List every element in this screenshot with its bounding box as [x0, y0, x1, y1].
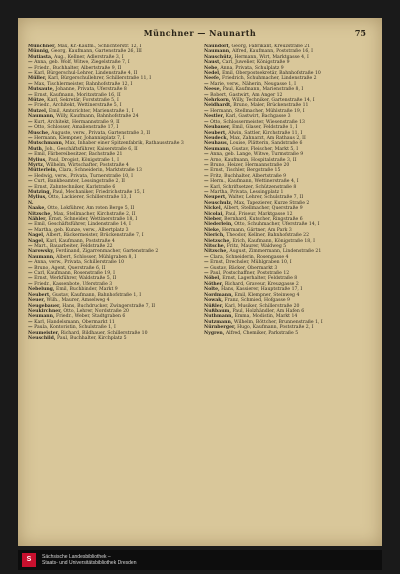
footer-line-2: Staats- und Universitätsbibliothek Dresden — [42, 560, 137, 566]
entry-details: Bruno, Maler, Brückenstraße 11 — [233, 103, 309, 109]
entry-name: Nickel, — [204, 206, 223, 212]
entry-details: Friedr., Buchhalter, Albertstraße 9, II — [34, 65, 122, 71]
entry-details: Hermann, Gärtner, Am Park 3 — [222, 227, 292, 233]
entry-name: — — [204, 162, 209, 168]
entry-details: Ernst, Tischler, Bergstraße 15 — [210, 168, 281, 174]
entry-details: Bruno, Heizer, Hermannstraße 20 — [210, 162, 290, 168]
entry-name: — — [204, 189, 209, 195]
directory-page — [18, 18, 382, 546]
entry-columns — [28, 44, 372, 538]
entry-name: Naumann, — [28, 114, 55, 120]
entry-name: Neudeck, — [204, 135, 229, 141]
entry-details: Bernhard, Kutscher, Ringstraße 6 — [224, 217, 303, 222]
entry-details: Martha, Privata, Lessingplatz 1 — [210, 189, 284, 195]
entry-name: — — [204, 184, 209, 190]
entry-details: Hermann, Wirt, Marktgasse 4, I — [234, 54, 309, 60]
entry-name: Neidhardt, — [204, 103, 232, 109]
entry-name: Naundorf, — [204, 44, 231, 49]
entry-name: Neugebauer, — [28, 303, 61, 309]
entry-details: Willy, Kaufmann, Bahnhofstraße 24 — [56, 114, 139, 120]
entry-name: Nußbaum, — [204, 308, 232, 314]
entry-details: Erich, Kaufmann, Königstraße 18, I — [232, 238, 315, 244]
entry-name: Mutiasta, — [28, 54, 53, 60]
entry-name: Nutzmann, — [204, 319, 233, 325]
entry-name: — — [204, 271, 209, 277]
entry-details: Martha, geb. Kunze, verw., Albertplatz 3 — [34, 227, 129, 233]
entry-name: — — [204, 108, 209, 114]
entry-name: — — [28, 119, 33, 125]
entry-details: Karl, Kaufmann, Poststraße 4 — [46, 238, 115, 244]
entry-name: Narowsky, — [28, 249, 55, 255]
page-header — [18, 28, 382, 42]
entry-details: Max, Kr.-Kaufm., Schlichterstr. 12, I — [57, 44, 142, 49]
entry-name: Neuhaus, — [204, 141, 229, 147]
entry-name: Neukirchner, — [28, 308, 62, 314]
entry-details: Emil, Amtsrichter, Marienstraße 1, I — [48, 108, 134, 114]
entry-name: Neese, — [204, 87, 222, 93]
entry-name: Nitzsche, — [204, 249, 228, 255]
entry-details: Richard, Bildhauer, Schillerstraße 10 — [60, 330, 148, 336]
entry-details: Arno, Kaufmann, Hospitalstraße 3, II — [210, 157, 297, 163]
entry-name: Neubert, — [204, 130, 227, 136]
entry-details: Wilhelm, Wirtschafter, Poststraße 4 — [45, 162, 129, 168]
entry-name: Münnig, — [28, 49, 50, 55]
entry-details: Albert, Stellmacher, Querstraße 9 — [223, 206, 303, 212]
entry-details: Max, Tischlermeister, Bahnhofstraße 12, I — [34, 81, 133, 87]
entry-name: — — [28, 135, 33, 141]
entry-name: Mutzing, — [28, 189, 52, 195]
entry-details: Hermann, Stellmacher, Mühlstraße 19, I — [210, 108, 305, 114]
entry-name: Mütze, — [28, 98, 46, 104]
entry-details: Albert, Bäckermeister, Brückenstraße 7, I — [46, 233, 144, 239]
entry-name: Müller, — [28, 76, 47, 82]
entry-details: Max, Stellmacher, Kirchstraße 2, II — [53, 211, 136, 217]
entry-name: Nöbel, — [204, 276, 221, 282]
entry-name: Nehrkorn, — [204, 98, 231, 104]
entry-details: Willy, Techniker, Gartenstraße 14, I — [231, 98, 315, 104]
entry-name: — — [28, 184, 33, 190]
entry-name: N. — [28, 200, 34, 206]
entry-details: Ernst, Drechsler, Mühlgraben 10, I — [210, 260, 292, 266]
entry-name: — — [204, 81, 209, 87]
entry-details: Ernst, Werkführer, Waldstraße 5, II — [34, 276, 117, 282]
entry-name: — — [28, 65, 33, 71]
entry-name: — — [28, 325, 33, 331]
entry-name: — — [28, 227, 33, 233]
entry-details: Robert, Gastwirt, Am Anger 12 — [210, 92, 283, 98]
entry-name: — — [28, 103, 33, 109]
entry-details: Paul, Holzhändler, Am Hafen 6 — [232, 308, 305, 314]
entry-details: Ernst, Kaufmann, Moritzstraße 16, II — [34, 92, 121, 98]
entry-name: Nieber, — [204, 217, 223, 222]
entry-details: Emil, Geschäftsführer, Lindenstraße 14, I — [34, 222, 131, 228]
entry-details: Georg, Kaufmann, Gartenstraße 26, III — [51, 49, 142, 55]
directory-entry — [204, 331, 372, 336]
entry-details: Clara, Schneiderin, Marktstraße 13 — [58, 168, 142, 174]
entry-details: Otto, Lackierer, Schillerstraße 13, I — [48, 195, 132, 201]
entry-details: Anna, verw., Privata, Schillerstraße 10 — [34, 260, 125, 266]
entry-name: Nagel, — [28, 238, 45, 244]
footer-bar — [18, 550, 382, 570]
entry-details: Karl, Handelsmann, Obermarkt 11 — [34, 319, 115, 325]
entry-name: Naumann, — [28, 254, 55, 260]
entry-details: Otto, Lokführer, Am roten Berge 5, II — [47, 206, 135, 212]
entry-name: Nüßler, — [204, 303, 224, 309]
entry-name: Neuschild, — [28, 335, 56, 341]
entry-details: Paul, Mechaniker, Friedrichstraße 15, I — [52, 189, 145, 195]
entry-details: Albert, Schlosser, Mühlgraben 8, I — [56, 254, 137, 260]
entry-name: — — [204, 157, 209, 163]
entry-name: Nieke, — [204, 227, 221, 233]
entry-details: Karl, Schriftsetzer, Schützenstraße 8 — [210, 184, 297, 190]
entry-details: Karl, Musiker, Schillerstraße 20 — [224, 303, 300, 309]
entry-details: Louise, Plätterin, Sandstraße 6 — [229, 141, 303, 147]
entry-name: — — [28, 152, 33, 158]
entry-details: Gustav, Bäcker, Obermarkt 3 — [210, 265, 278, 271]
entry-name: — — [28, 222, 33, 228]
entry-details: Alwin, Sattler, Kirchstraße 11, I — [228, 130, 303, 136]
entry-details: Paul, Friseur, Marktgasse 12 — [225, 211, 293, 217]
entry-name: — — [28, 281, 33, 287]
entry-details: Theodor, Kellner, Bahnhofstraße 22 — [226, 233, 310, 239]
entry-details: Max, Zahnarzt, Am Rathaus 2, II — [229, 135, 306, 141]
entry-details: Friedr., Weber, Stadtgraben 6 — [56, 314, 126, 320]
entry-name: — — [28, 244, 33, 250]
entry-details: Emil, Buchbinder, Markt 9 — [55, 287, 118, 293]
entry-name: Nebe, — [204, 65, 219, 71]
entry-name: Nitzsche, — [28, 211, 52, 217]
page-number: 75 — [354, 28, 366, 38]
entry-name: — — [204, 152, 209, 158]
entry-details: Johanne, Privata, Uferstraße 8 — [55, 87, 127, 93]
entry-name: Neubert, — [28, 292, 51, 298]
entry-details: Alfred, Kaufmann, Poststraße 16, I — [232, 49, 313, 55]
entry-details: Bruno, Agent, Querstraße 6, II — [34, 265, 106, 271]
entry-details: Marie, verw., Näherin, Neugasse 1, I — [210, 81, 296, 87]
entry-name: — — [28, 60, 33, 66]
entry-name: Myrtz, — [28, 162, 45, 168]
entry-details: Walter, Lehrer, Schulstraße 7, II — [228, 195, 304, 201]
entry-name: Neubauer, — [204, 125, 231, 131]
entry-details: Wilhelm, Böttcher, Brunnenstraße 1, I — [233, 319, 323, 325]
entry-name: — — [28, 125, 33, 131]
entry-name: — — [204, 168, 209, 174]
entry-details: Clara, Schneiderin, Rosengasse 4 — [210, 254, 289, 260]
entry-details: Paul, Buchhalter, Kirchplatz 5 — [56, 335, 127, 341]
entry-details: Anna, geb. Lange, Witwe, Turmstraße 9 — [210, 152, 304, 158]
entry-details: Ernst, Zahntechniker, Karlstraße 6 — [34, 184, 116, 190]
entry-name: Nordmann, — [204, 292, 234, 298]
entry-name: Mütterlein, — [28, 168, 58, 174]
entry-name: Musche, — [28, 130, 50, 136]
entry-details: Otto, Schlossermeister, Wiesenstraße 13 — [210, 119, 305, 125]
entry-name: Nolte, — [204, 287, 220, 293]
entry-name: Nestler, — [204, 114, 225, 120]
entry-details: Anna, Privata, Schulplatz 9 — [220, 65, 284, 71]
entry-details: Max, Tapezierer, Kurze Straße 2 — [233, 200, 310, 206]
entry-details: Paul, Postschaffner, Poststraße 12 — [210, 271, 290, 277]
entry-name: — — [28, 81, 33, 87]
entry-details: Otto, Schuhmacher, Uferstraße 14, I — [234, 222, 320, 228]
entry-details: Hugo, Kaufmann, Poststraße 2, I — [237, 325, 314, 331]
entry-name: Nuthmann, — [204, 314, 234, 320]
entry-name: Neupert, — [204, 195, 227, 201]
entry-details: Fritz, Maurer, Waldweg 5 — [226, 244, 287, 250]
entry-details: Karl, Bürgerschul-Lehrer, Lindenstraße 4, II — [34, 71, 138, 77]
entry-name: — — [204, 260, 209, 266]
entry-details: Hermann, Klempner, Johannisplatz 7, I — [34, 135, 125, 141]
entry-details: Alfred, Chemiker, Parkstraße 5 — [225, 330, 299, 336]
entry-details: Otto, Schlosser, Amalienstraße 17, I — [34, 125, 119, 131]
entry-details: Emma, Modistin, Markt 14 — [234, 314, 298, 320]
entry-name: Mutzel, — [28, 108, 48, 114]
entry-name: Naust, — [204, 60, 221, 66]
footer-text — [42, 554, 137, 566]
entry-details: Hans, Kassierer, Hauptstraße 17, I — [221, 287, 303, 293]
entry-name: Neumann, — [28, 314, 55, 320]
entry-name: — — [204, 265, 209, 271]
entry-details: Richard, Graveur, Kreuzgasse 2 — [224, 281, 299, 287]
entry-details: Max, Inhaber einer Spitzenfabrik, Rathausstraße 3 — [64, 141, 184, 147]
entry-name: Muth, — [28, 146, 44, 152]
entry-name: Neuschulz, — [204, 200, 233, 206]
entry-details: Paul, Kaufmann, Marienstraße 8, I — [222, 87, 304, 93]
entry-name: — — [204, 254, 209, 260]
entry-name: Nürnberger, — [204, 325, 236, 331]
entry-details: Ernst, Schneider, Wettinerstraße 18, I — [48, 217, 138, 222]
entry-name: Nierich, — [204, 233, 225, 239]
entry-name: Nagel, — [28, 233, 45, 239]
entry-name: Nietzsche, — [204, 238, 231, 244]
entry-name: — — [28, 173, 33, 179]
entry-details: Friedr., Kassenbote, Uferstraße 3 — [34, 281, 113, 287]
entry-name: Nygren, — [204, 330, 225, 336]
entry-details: Emil, Klempner, Steinweg 4 — [234, 292, 300, 298]
entry-details: Emil, Färbereibesitzer, Bachstraße 21 — [34, 152, 123, 158]
entry-details: Georg, Fabrikant, Kreuzstraße 21 — [231, 44, 311, 49]
library-logo-icon: S — [22, 553, 36, 567]
entry-details: Curt, Bankbeamter, Lessingstraße 2, II — [34, 179, 125, 185]
entry-details: Ernst, Lagerhalter, Feldstraße 8 — [222, 276, 298, 282]
entry-name: Münchner, — [28, 44, 56, 49]
entry-details: Hans, Buchdrucker, Zwingerstraße 7, II — [62, 303, 156, 309]
entry-name: Nöther, — [204, 281, 224, 287]
entry-name: Nicolai, — [204, 211, 224, 217]
entry-details: Carl, Juwelier, Königstraße 9 — [222, 60, 290, 66]
entry-name: — — [204, 92, 209, 98]
entry-name: Mylius, — [28, 195, 47, 201]
entry-name: Mylius, — [28, 157, 47, 163]
entry-details: Hedwig, verw., Privata, Turnerstraße 10, I — [34, 173, 133, 179]
running-head: Münchner — Naunarth — [143, 28, 257, 38]
entry-name: Neumann, — [204, 146, 231, 152]
entry-name: Naumann, — [204, 49, 231, 55]
entry-details: Fritz, Buchhalter, Albertstraße 9 — [210, 173, 287, 179]
entry-details: Kurt, Architekt, Hermannstraße 9, II — [34, 119, 120, 125]
entry-name: Niederlein, — [204, 222, 233, 228]
entry-name: — — [28, 265, 33, 271]
entry-name: Mutsaute, — [28, 87, 55, 93]
right-column — [204, 44, 372, 538]
entry-name: Mutschmann, — [28, 141, 64, 147]
entry-name: — — [28, 92, 33, 98]
entry-name: Neefe, — [204, 76, 221, 82]
entry-details: Otto, Lehrer, Nordstraße 20 — [63, 308, 129, 314]
entry-name: — — [204, 179, 209, 185]
entry-details: Joh., Geschäftsführer, Kaiserstraße 6, II — [44, 146, 138, 152]
directory-entry — [28, 336, 196, 341]
entry-name: — — [28, 319, 33, 325]
entry-details: Gustav, Kaufmann, Bahnhofstraße 1, I — [52, 292, 142, 298]
entry-details: Mart., Bauarbeiter, Feldstraße 22 — [34, 244, 113, 250]
entry-details: Karl, Bürgerschullehrer, Schillerstraße 11, I — [48, 76, 152, 82]
entry-name: Nowak, — [204, 298, 223, 304]
left-column — [28, 44, 196, 538]
entry-name: Nebelung, — [28, 287, 55, 293]
entry-details: August, Zimmermann, Lindenstraße 21 — [229, 249, 322, 255]
entry-name: — — [204, 173, 209, 179]
entry-name: — — [28, 271, 33, 277]
entry-details: Emil, Oberpostsekretär, Bahnhofstraße 10 — [222, 71, 321, 77]
entry-name: — — [204, 119, 209, 125]
entry-name: Neumeister, — [28, 330, 60, 336]
entry-name: Nauschütz, — [204, 54, 233, 60]
entry-details: Karl, Gastwirt, Bachgasse 3 — [225, 114, 291, 120]
entry-name: — — [28, 179, 33, 185]
entry-name: Nedel, — [204, 71, 221, 77]
entry-details: Emil, Glaser, Feldstraße 1, I — [232, 125, 298, 131]
entry-details: Karl, Sekretär, Forststraße 5, I — [47, 98, 119, 104]
entry-name: — — [28, 260, 33, 266]
entry-details: Friedrich, Schuhmacher, Lindenstraße 2 — [222, 76, 317, 82]
entry-details: Auguste, verw., Privata, Gartenstraße 3, II — [51, 130, 151, 136]
entry-details: Anna, geb. Wolf, Witwe, Ziegelstraße 7, I — [34, 60, 130, 66]
entry-details: Aug., Kellner, Adlerstraße 3, I — [54, 54, 124, 60]
entry-details: Gustav, Fleischer, Markt 5, I — [232, 146, 299, 152]
entry-details: Franz, Schmied, Hofgasse 9 — [224, 298, 290, 304]
entry-details: Wilh., Maurer, Amselweg 4 — [46, 298, 110, 304]
entry-details: Paul, Drogist, Königstraße 1, I — [48, 157, 119, 163]
footer-line-1: Sächsische Landesbibliothek – — [42, 554, 111, 560]
entry-name: Nähler, — [28, 217, 47, 222]
entry-name: Neuer, — [28, 298, 46, 304]
entry-name: — — [28, 276, 33, 282]
entry-details: Friedr., Architekt, Wettinerstraße 5, I — [34, 103, 122, 109]
entry-details: Paula, Kontoristin, Schulstraße 1, I — [34, 325, 116, 331]
entry-details: Ferdinand, Zigarrenmacher, Gartenstraße 2 — [55, 249, 159, 255]
entry-details: Carl, Kaufmann, Rosenstraße 19, I — [34, 271, 115, 277]
entry-name: Nitsche, — [204, 244, 226, 250]
entry-details: Herm., Kaufmann, Wettinerstraße 4, I — [210, 179, 299, 185]
entry-name: Naake, — [28, 206, 46, 212]
entry-name: — — [28, 71, 33, 77]
